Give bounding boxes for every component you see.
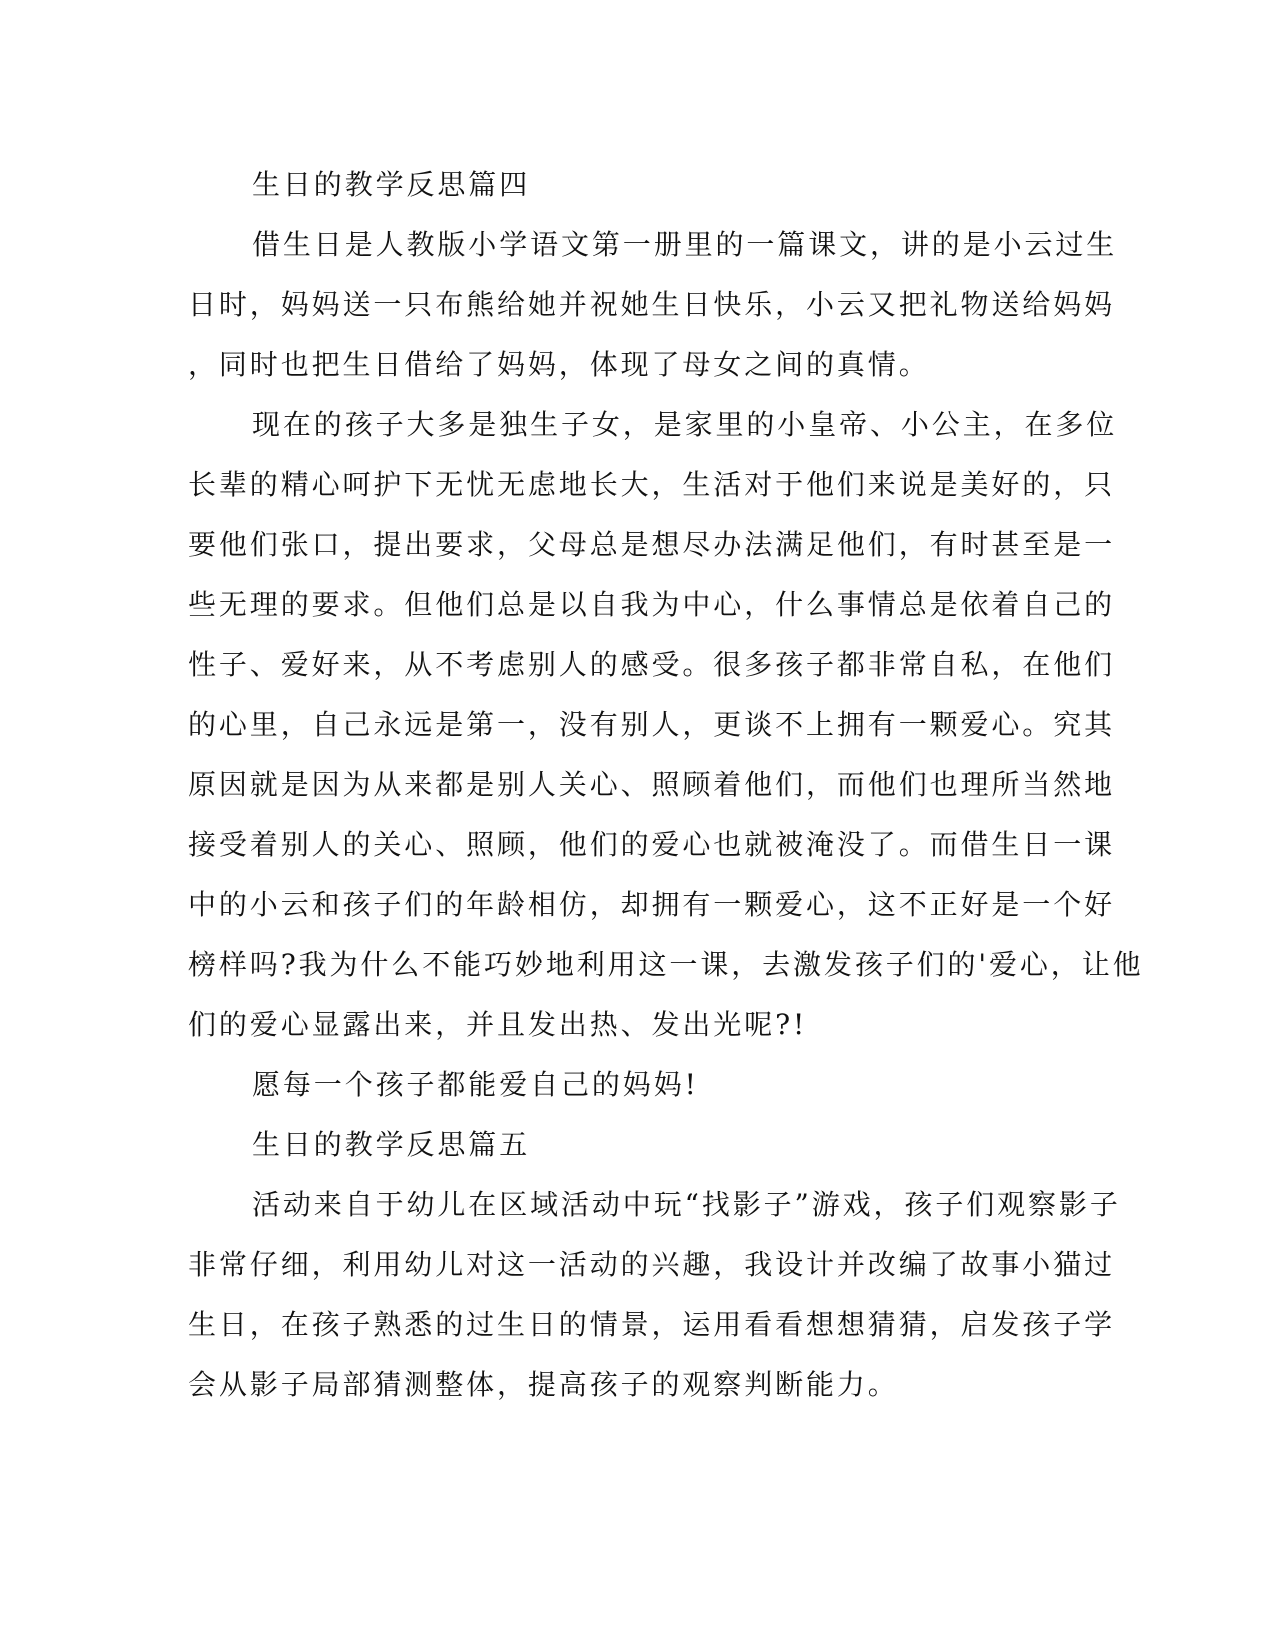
paragraph-line: ，同时也把生日借给了妈妈，体现了母女之间的真情。 — [188, 348, 930, 381]
paragraph-line: 些无理的要求。但他们总是以自我为中心，什么事情总是依着自己的 — [188, 588, 1116, 621]
paragraph-1 — [188, 215, 1118, 395]
paragraph-line: 借生日是人教版小学语文第一册里的一篇课文，讲的是小云过生 — [252, 228, 1118, 261]
paragraph-line: 日时，妈妈送一只布熊给她并祝她生日快乐，小云又把礼物送给妈妈 — [188, 288, 1116, 321]
paragraph-line: 生日，在孩子熟悉的过生日的情景，运用看看想想猜猜，启发孩子学 — [188, 1308, 1116, 1341]
document-body — [188, 155, 1144, 1415]
paragraph-line: 的心里，自己永远是第一，没有别人，更谈不上拥有一颗爱心。究其 — [188, 708, 1116, 741]
paragraph-line: 现在的孩子大多是独生子女，是家里的小皇帝、小公主，在多位 — [252, 408, 1118, 441]
paragraph-line: 长辈的精心呵护下无忧无虑地长大，生活对于他们来说是美好的，只 — [188, 468, 1116, 501]
paragraph-line: 接受着别人的关心、照顾，他们的爱心也就被淹没了。而借生日一课 — [188, 828, 1116, 861]
paragraph-3: 愿每一个孩子都能爱自己的妈妈! — [252, 1068, 699, 1101]
paragraph-line: 会从影子局部猜测整体，提高孩子的观察判断能力。 — [188, 1368, 899, 1401]
paragraph-line: 性子、爱好来，从不考虑别人的感受。很多孩子都非常自私，在他们 — [188, 648, 1116, 681]
paragraph-line: 要他们张口，提出要求，父母总是想尽办法满足他们，有时甚至是一 — [188, 528, 1116, 561]
paragraph-line: 榜样吗?我为什么不能巧妙地利用这一课，去激发孩子们的'爱心，让他 — [188, 948, 1144, 981]
paragraph-line: 中的小云和孩子们的年龄相仿，却拥有一颗爱心，这不正好是一个好 — [188, 888, 1116, 921]
paragraph-line: 原因就是因为从来都是别人关心、照顾着他们，而他们也理所当然地 — [188, 768, 1116, 801]
section-heading-5: 生日的教学反思篇五 — [252, 1128, 531, 1161]
paragraph-line: 非常仔细，利用幼儿对这一活动的兴趣，我设计并改编了故事小猫过 — [188, 1248, 1116, 1281]
section-heading-4: 生日的教学反思篇四 — [252, 168, 531, 201]
paragraph-4 — [188, 1175, 1121, 1415]
paragraph-line: 们的爱心显露出来，并且发出热、发出光呢?! — [188, 1008, 808, 1041]
paragraph-2 — [188, 395, 1144, 1055]
paragraph-line: 活动来自于幼儿在区域活动中玩“找影子”游戏，孩子们观察影子 — [252, 1188, 1121, 1221]
